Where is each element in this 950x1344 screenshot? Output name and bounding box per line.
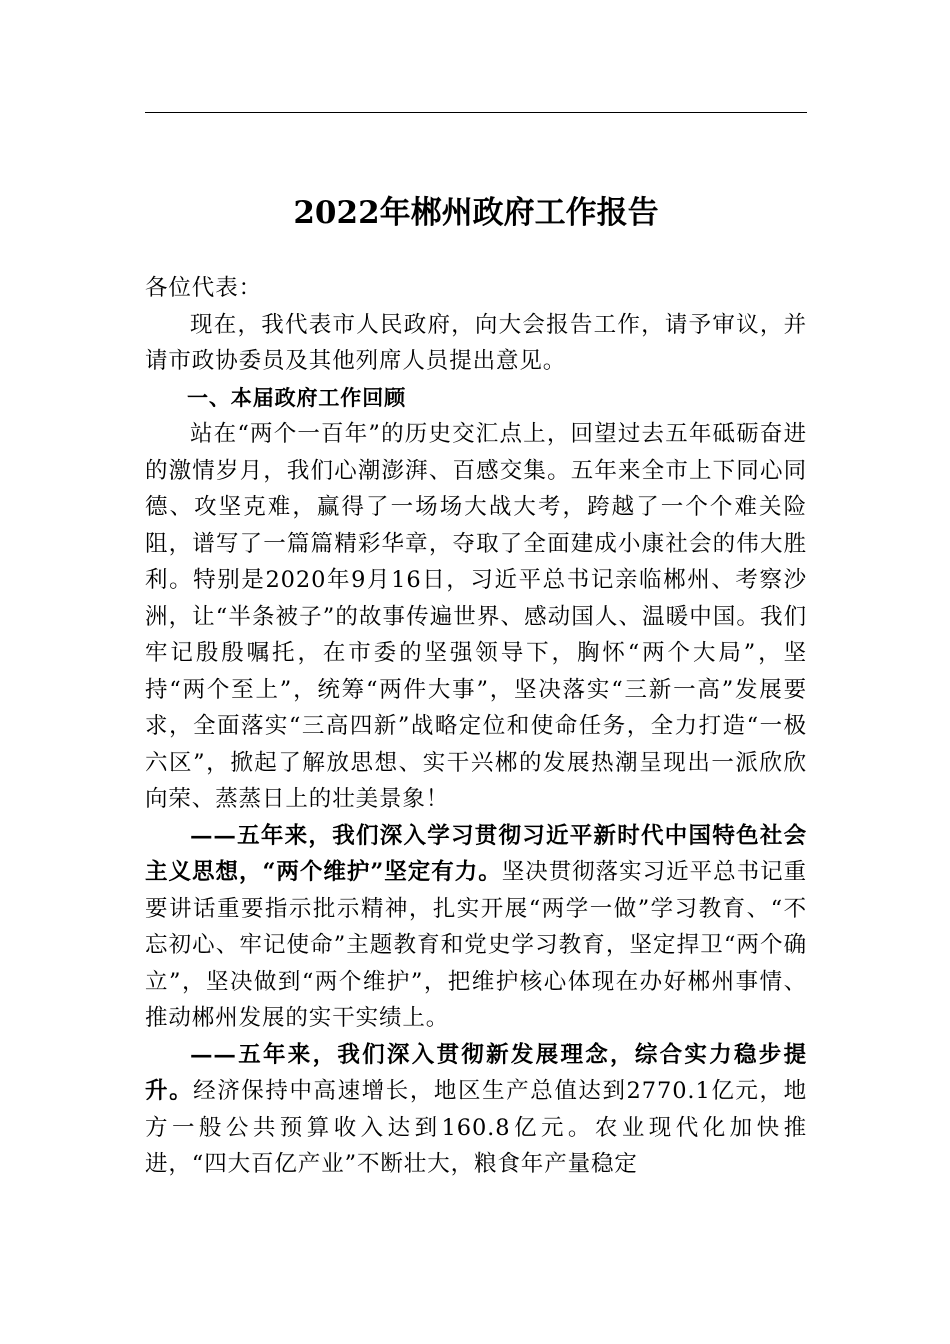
document-title: 2022年郴州政府工作报告	[293, 194, 659, 231]
paragraph-body: 经济保持中高速增长，地区生产总值达到2770.1亿元，地方一般公共预算收入达到160.8亿元。农业现代化加快推进，“四大百亿产业”不断壮大，粮食年产量稳定	[145, 1078, 807, 1177]
section-heading: 一、本届政府工作回顾	[187, 385, 406, 410]
achievement-paragraph-economy	[145, 1037, 807, 1183]
salutation: 各位代表：	[145, 275, 263, 301]
header-rule	[145, 112, 807, 113]
review-paragraph: 站在“两个一百年”的历史交汇点上，回望过去五年砥砺奋进的激情岁月，我们心潮澎湃、百感交集。五年来全市上下同心同德、攻坚克难，赢得了一场场大战大考，跨越了一个个难关险阻，谱写了一篇篇精彩华章，夺取了全面建成小康社会的伟大胜利。特别是2020年9月16日，习近平总书记亲临郴州、考察沙洲，让“半条被子”的故事传遍世界、感动国人、温暖中国。我们牢记殷殷嘱托，在市委的坚强领导下，胸怀“两个大局”，坚持“两个至上”，统筹“两件大事”，坚决落实“三新一高”发展要求，全面落实“三高四新”战略定位和使命任务，全力打造“一极六区”，掀起了解放思想、实干兴郴的发展热潮呈现出一派欣欣向荣、蒸蒸日上的壮美景象！	[145, 421, 807, 812]
achievement-paragraph-political	[145, 818, 807, 1037]
intro-paragraph: 现在，我代表市人民政府，向大会报告工作，请予审议，并请市政协委员及其他列席人员提出意见。	[145, 311, 807, 374]
paragraph-lead: ——五年来，我们深入学习贯彻习近平新时代中国特色社会主义思想，“两个维护”坚定有力。	[145, 822, 807, 885]
paragraph-lead: ——五年来，我们深入贯彻新发展理念，综合实力稳步提升。	[145, 1041, 807, 1104]
document-body	[145, 270, 807, 1183]
paragraph-body: 坚决贯彻落实习近平总书记重要讲话重要指示批示精神，扎实开展“两学一做”学习教育、“不忘初心、牢记使命”主题教育和党史学习教育，坚定捍卫“两个确立”，坚决做到“两个维护”，把维护核心体现在办好郴州事情、推动郴州发展的实干实绩上。	[145, 859, 807, 1031]
